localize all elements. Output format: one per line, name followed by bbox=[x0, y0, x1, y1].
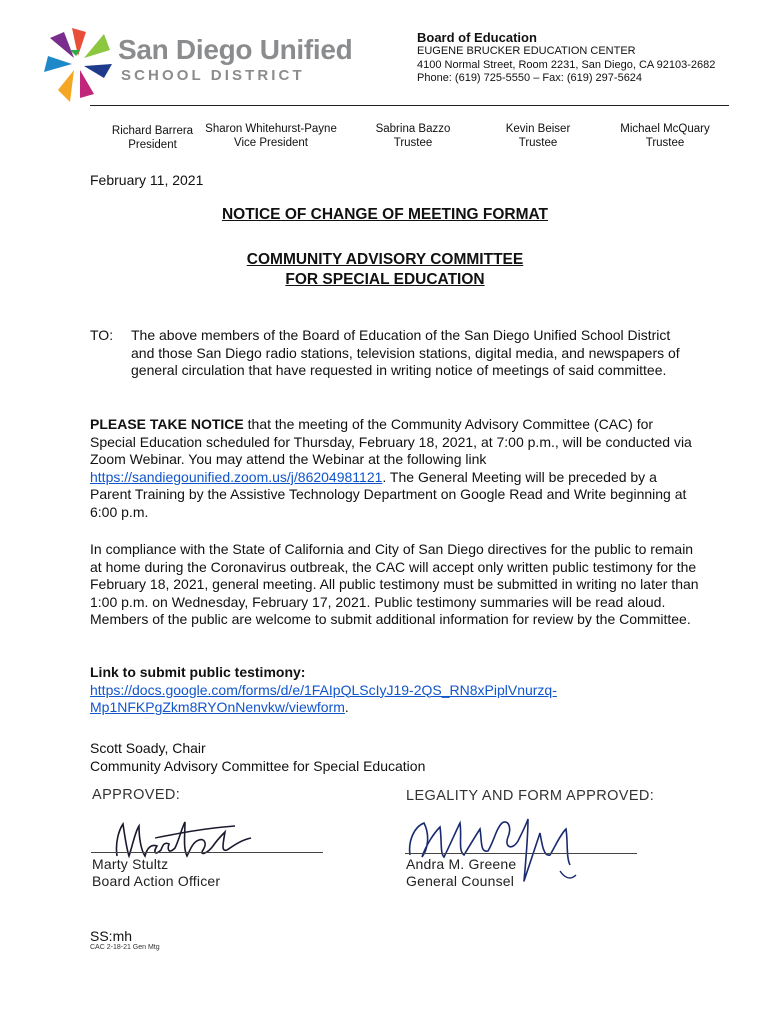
typist-initials: SS:mh bbox=[90, 928, 133, 944]
board-info bbox=[417, 30, 715, 86]
testimony-period: . bbox=[344, 699, 349, 716]
member-trustee-3 bbox=[610, 123, 720, 150]
notice-heading: NOTICE OF CHANGE OF MEETING FORMAT bbox=[221, 206, 549, 223]
counsel-title: General Counsel bbox=[406, 873, 515, 889]
approver-title: Board Action Officer bbox=[92, 873, 221, 889]
signer-title: Community Advisory Committee for Special Education bbox=[90, 757, 426, 774]
notice-text: that the meeting of the Community Advisory Committee (CAC) for Special Education scheduled for Thursday, February 18, 2021, at 7:00 p.m., will be conducted via Zoom Webinar. You may attend the Webinar at the following link bbox=[90, 416, 692, 468]
signature-line-approved bbox=[91, 852, 323, 853]
board-center: EUGENE BRUCKER EDUCATION CENTER bbox=[417, 45, 636, 57]
signature-block bbox=[90, 740, 700, 775]
to-recipients: The above members of the Board of Education of the San Diego Unified School District and those San Diego radio stations, television stations, digital media, and newspapers of general circulation that have requested in writing notice of meetings of said committee. bbox=[131, 327, 680, 379]
logo-name: San Diego Unified bbox=[118, 34, 353, 65]
signature-line-legality bbox=[405, 853, 637, 854]
member-role: Trustee bbox=[645, 136, 685, 149]
member-name: Sabrina Bazzo bbox=[375, 123, 451, 135]
signer-name: Scott Soady, Chair bbox=[90, 740, 206, 756]
approver-name: Marty Stultz bbox=[92, 856, 169, 872]
member-name: Sharon Whitehurst-Payne bbox=[205, 123, 337, 135]
member-role: President bbox=[128, 138, 177, 151]
testimony-form-link[interactable]: https://docs.google.com/forms/d/e/1FAIpQLScIyJ19-2QS_RN8xPiplVnurzq- Mp1NFKPgZkm8RYOnNenvkw/viewform bbox=[90, 681, 557, 716]
board-phone: Phone: (619) 725-5550 – Fax: (619) 297-5624 bbox=[417, 72, 643, 84]
logo-subtitle: SCHOOL DISTRICT bbox=[121, 67, 305, 84]
counsel-name: Andra M. Greene bbox=[406, 856, 517, 872]
committee-heading-line2: FOR SPECIAL EDUCATION bbox=[285, 271, 485, 288]
board-title: Board of Education bbox=[417, 30, 537, 45]
member-name: Michael McQuary bbox=[620, 123, 710, 135]
committee-heading-line1: COMMUNITY ADVISORY COMMITTEE bbox=[246, 251, 524, 268]
legality-label: LEGALITY AND FORM APPROVED: bbox=[406, 788, 655, 804]
header-divider bbox=[90, 105, 729, 106]
testimony-section bbox=[90, 664, 700, 717]
testimony-label: Link to submit public testimony: bbox=[90, 664, 306, 680]
notice-paragraph bbox=[90, 416, 700, 522]
member-vice-president bbox=[196, 123, 346, 150]
committee-heading bbox=[90, 250, 680, 290]
to-label: TO: bbox=[90, 327, 114, 343]
member-name: Kevin Beiser bbox=[505, 123, 571, 135]
counsel-block bbox=[406, 856, 516, 890]
member-trustee-2 bbox=[488, 123, 588, 150]
board-address: 4100 Normal Street, Room 2231, San Diego, CA 92103-2682 bbox=[417, 58, 716, 71]
approved-label: APPROVED: bbox=[92, 787, 181, 803]
approver-block bbox=[92, 856, 220, 890]
compliance-paragraph: In compliance with the State of California and City of San Diego directives for the public to remain at home during the Coronavirus outbreak, the CAC will accept only written public testimony for the February 18, 2021, general meeting. All public testimony must be submitted in writing no later than 1:00 p.m. on Wednesday, February 17, 2021. Public testimony summaries will be read aloud. Members of the public are welcome to submit additional information for review by the Committee. bbox=[90, 541, 699, 628]
notice-text-end: . The General Meeting will be preceded by a Parent Training by the Assistive Technology Department on Google Read and Write beginning at 6:00 p.m. bbox=[90, 468, 687, 520]
notice-date: February 11, 2021 bbox=[90, 172, 204, 188]
notice-lead: PLEASE TAKE NOTICE bbox=[90, 416, 244, 432]
zoom-webinar-link[interactable]: https://sandiegounified.zoom.us/j/86204981121 bbox=[90, 468, 383, 485]
document-footnote: CAC 2-18-21 Gen Mtg bbox=[90, 944, 160, 951]
member-role: Trustee bbox=[518, 136, 558, 149]
member-trustee-1 bbox=[363, 123, 463, 150]
member-name: Richard Barrera bbox=[111, 125, 194, 137]
member-role: Trustee bbox=[393, 136, 433, 149]
member-role: Vice President bbox=[234, 136, 308, 149]
